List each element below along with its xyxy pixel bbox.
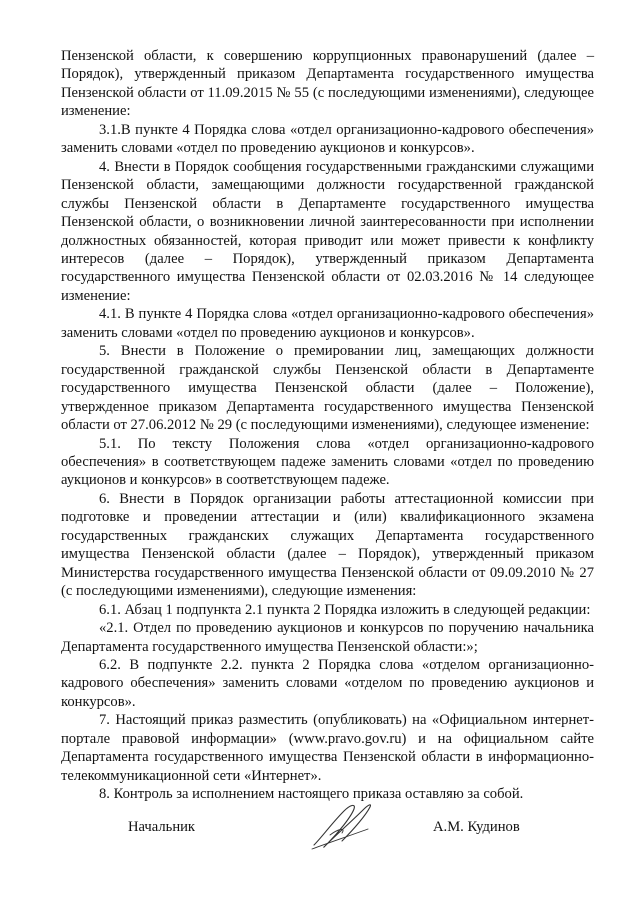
paragraph-5: 5. Внести в Положение о премировании лиц, замещающих должности государственной гражданской службы Пензенской области в Департаменте государственного имущества Пензенской области (далее – Положение), утвержденное приказом Департамента государственного имущества Пензенской области от 27.06.2012 № 29 (с последующими изменениями), следующее изменение: bbox=[61, 343, 594, 434]
document-body bbox=[61, 47, 594, 804]
paragraph-7: 7. Настоящий приказ разместить (опубликовать) на «Официальном интернет-портале правовой информации» (www.pravo.gov.ru) и на официальном сайте Департамента государственного имущества Пензенской области в информационно-телекоммуникационной сети «Интернет». bbox=[61, 712, 594, 784]
paragraph-6: 6. Внести в Порядок организации работы аттестационной комиссии при подготовке и проведении аттестации и (или) квалификационного экзамена государственных гражданских служащих Департамента государственного имущества Пензенской области (далее – Порядок), утвержденный приказом Министерства государственного имущества Пензенской области от 09.09.2010 № 27 (с последующими изменениями), следующие изменения: bbox=[61, 490, 594, 600]
paragraph-4: 4. Внести в Порядок сообщения государственными гражданскими служащими Пензенской области, замещающими должности государственной гражданской службы Пензенской области в Департаменте государственного имущества Пензенской области, о возникновении личной заинтересованности при исполнении должностных обязанностей, которая приводит или может привести к конфликту интересов (далее – Порядок), утвержденный приказом Департамента государственного имущества Пензенской области от 02.03.2016 № 14 следующее изменение: bbox=[61, 158, 594, 304]
paragraph-intro: Пензенской области, к совершению коррупционных правонарушений (далее – Порядок), утвержденный приказом Департамента государственного имущества Пензенской области от 11.09.2015 № 55 (с последующими изменениями), следующее изменение: bbox=[61, 48, 594, 120]
paragraph-6-2: 6.2. В подпункте 2.2. пункта 2 Порядка слова «отделом организационно-кадрового обеспечения» заменить словами «отделом по проведению аукционов и конкурсов». bbox=[61, 656, 594, 710]
paragraph-4-1: 4.1. В пункте 4 Порядка слова «отдел организационно-кадрового обеспечения» заменить словами «отдел по проведению аукционов и конкурсов». bbox=[61, 306, 594, 341]
paragraph-3-1: 3.1.В пункте 4 Порядка слова «отдел организационно-кадрового обеспечения» заменить словами «отдел по проведению аукционов и конкурсов». bbox=[61, 121, 594, 157]
signatory-name: А.М. Кудинов bbox=[433, 819, 520, 835]
signatory-position: Начальник bbox=[128, 819, 196, 835]
paragraph-8: 8. Контроль за исполнением настоящего приказа оставляю за собой. bbox=[99, 786, 524, 803]
handwritten-signature bbox=[308, 799, 378, 854]
paragraph-quote-2-1: «2.1. Отдел по проведению аукционов и конкурсов по поручению начальника Департамента государственного имущества Пензенской области:»; bbox=[61, 620, 594, 655]
paragraph-5-1: 5.1. По тексту Положения слова «отдел организационно-кадрового обеспечения» в соответствующем падеже заменить словами «отдел по проведению аукционов и конкурсов» в соответствующем падеже. bbox=[61, 435, 594, 489]
paragraph-6-1: 6.1. Абзац 1 подпункта 2.1 пункта 2 Порядка изложить в следующей редакции: bbox=[99, 601, 591, 618]
signature-block bbox=[61, 815, 594, 855]
